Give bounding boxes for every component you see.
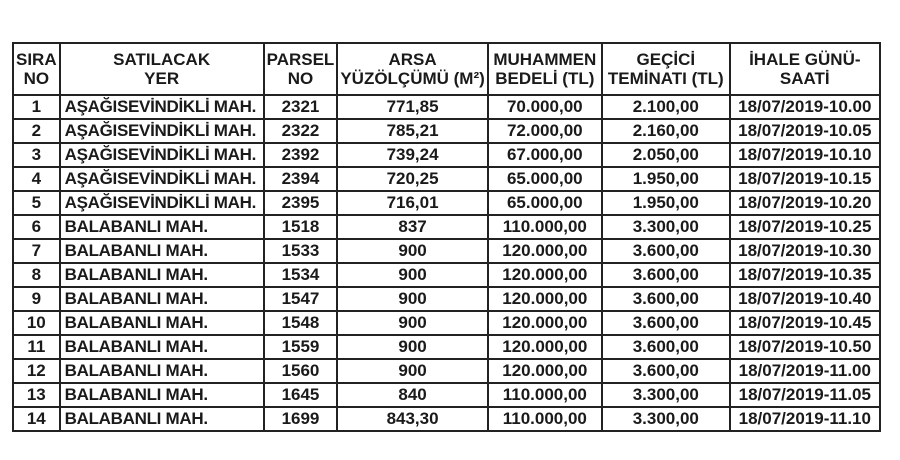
cell-parsel-no: 1645 (264, 383, 338, 407)
cell-satilacak-yer: AŞAĞISEVİNDİKLİ MAH. (60, 95, 264, 119)
cell-arsa-yuzolcumu: 837 (337, 215, 487, 239)
cell-satilacak-yer: BALABANLI MAH. (60, 287, 264, 311)
cell-gecici-teminati: 3.300,00 (602, 383, 730, 407)
cell-gecici-teminati: 1.950,00 (602, 191, 730, 215)
cell-sira-no: 8 (13, 263, 60, 287)
header-ihale-line2: SAATİ (779, 69, 830, 88)
cell-gecici-teminati: 3.300,00 (602, 407, 730, 431)
table-row (13, 95, 880, 119)
cell-sira-no: 9 (13, 287, 60, 311)
cell-sira-no: 2 (13, 119, 60, 143)
cell-gecici-teminati: 3.600,00 (602, 287, 730, 311)
cell-muhammen-bedeli: 120.000,00 (488, 263, 602, 287)
cell-satilacak-yer: AŞAĞISEVİNDİKLİ MAH. (60, 119, 264, 143)
table-row (13, 287, 880, 311)
cell-muhammen-bedeli: 120.000,00 (488, 311, 602, 335)
table-row (13, 143, 880, 167)
cell-arsa-yuzolcumu: 900 (337, 335, 487, 359)
cell-satilacak-yer: BALABANLI MAH. (60, 215, 264, 239)
cell-muhammen-bedeli: 120.000,00 (488, 335, 602, 359)
cell-arsa-yuzolcumu: 900 (337, 311, 487, 335)
cell-arsa-yuzolcumu: 900 (337, 263, 487, 287)
header-sira-no (13, 43, 60, 95)
cell-sira-no: 10 (13, 311, 60, 335)
cell-satilacak-yer: BALABANLI MAH. (60, 263, 264, 287)
cell-parsel-no: 2394 (264, 167, 338, 191)
cell-sira-no: 6 (13, 215, 60, 239)
cell-ihale-gunu-saati: 18/07/2019-10.05 (730, 119, 880, 143)
header-parsel-line2: NO (287, 69, 314, 88)
cell-parsel-no: 1547 (264, 287, 338, 311)
table-row (13, 359, 880, 383)
cell-sira-no: 4 (13, 167, 60, 191)
header-yer-line2: YER (144, 69, 180, 88)
cell-gecici-teminati: 3.600,00 (602, 311, 730, 335)
header-gecici-teminati (602, 43, 730, 95)
header-ihale-line1: İHALE GÜNÜ- (749, 50, 861, 69)
table-row (13, 335, 880, 359)
cell-gecici-teminati: 2.100,00 (602, 95, 730, 119)
cell-muhammen-bedeli: 110.000,00 (488, 407, 602, 431)
cell-parsel-no: 1533 (264, 239, 338, 263)
cell-sira-no: 3 (13, 143, 60, 167)
cell-parsel-no: 1559 (264, 335, 338, 359)
cell-muhammen-bedeli: 70.000,00 (488, 95, 602, 119)
cell-satilacak-yer: AŞAĞISEVİNDİKLİ MAH. (60, 191, 264, 215)
table-row (13, 263, 880, 287)
cell-arsa-yuzolcumu: 843,30 (337, 407, 487, 431)
header-parsel-line1: PARSEL (266, 50, 335, 69)
header-arsa-yuzolcumu (337, 43, 487, 95)
header-row (13, 43, 880, 95)
header-alan-line1: ARSA (388, 50, 437, 69)
table-row (13, 383, 880, 407)
cell-ihale-gunu-saati: 18/07/2019-10.25 (730, 215, 880, 239)
cell-muhammen-bedeli: 72.000,00 (488, 119, 602, 143)
cell-muhammen-bedeli: 110.000,00 (488, 383, 602, 407)
cell-arsa-yuzolcumu: 739,24 (337, 143, 487, 167)
cell-parsel-no: 1699 (264, 407, 338, 431)
cell-gecici-teminati: 3.600,00 (602, 239, 730, 263)
cell-parsel-no: 2321 (264, 95, 338, 119)
cell-parsel-no: 2392 (264, 143, 338, 167)
cell-ihale-gunu-saati: 18/07/2019-10.15 (730, 167, 880, 191)
cell-parsel-no: 2322 (264, 119, 338, 143)
cell-ihale-gunu-saati: 18/07/2019-10.35 (730, 263, 880, 287)
cell-muhammen-bedeli: 120.000,00 (488, 287, 602, 311)
header-bedel-line1: MUHAMMEN (493, 50, 597, 69)
cell-ihale-gunu-saati: 18/07/2019-11.00 (730, 359, 880, 383)
cell-sira-no: 1 (13, 95, 60, 119)
cell-gecici-teminati: 3.300,00 (602, 215, 730, 239)
header-teminat-line2: TEMİNATI (TL) (607, 69, 724, 88)
table-row (13, 119, 880, 143)
header-bedel-line2: BEDELİ (TL) (495, 69, 595, 88)
cell-satilacak-yer: BALABANLI MAH. (60, 311, 264, 335)
cell-arsa-yuzolcumu: 900 (337, 287, 487, 311)
header-parsel-no (264, 43, 338, 95)
cell-parsel-no: 1534 (264, 263, 338, 287)
cell-satilacak-yer: BALABANLI MAH. (60, 407, 264, 431)
cell-gecici-teminati: 3.600,00 (602, 335, 730, 359)
table-row (13, 407, 880, 431)
cell-arsa-yuzolcumu: 900 (337, 239, 487, 263)
cell-parsel-no: 1560 (264, 359, 338, 383)
table-row (13, 167, 880, 191)
header-sira-line2: NO (23, 69, 50, 88)
cell-muhammen-bedeli: 120.000,00 (488, 359, 602, 383)
header-sira-line1: SIRA (16, 50, 57, 69)
cell-gecici-teminati: 2.050,00 (602, 143, 730, 167)
cell-ihale-gunu-saati: 18/07/2019-11.05 (730, 383, 880, 407)
cell-sira-no: 7 (13, 239, 60, 263)
cell-arsa-yuzolcumu: 771,85 (337, 95, 487, 119)
cell-gecici-teminati: 3.600,00 (602, 263, 730, 287)
cell-parsel-no: 1548 (264, 311, 338, 335)
table-row (13, 191, 880, 215)
cell-ihale-gunu-saati: 18/07/2019-10.20 (730, 191, 880, 215)
cell-satilacak-yer: BALABANLI MAH. (60, 335, 264, 359)
cell-sira-no: 12 (13, 359, 60, 383)
cell-muhammen-bedeli: 65.000,00 (488, 191, 602, 215)
cell-muhammen-bedeli: 65.000,00 (488, 167, 602, 191)
header-satilacak-yer (60, 43, 264, 95)
cell-satilacak-yer: BALABANLI MAH. (60, 239, 264, 263)
cell-muhammen-bedeli: 120.000,00 (488, 239, 602, 263)
cell-satilacak-yer: BALABANLI MAH. (60, 383, 264, 407)
cell-gecici-teminati: 2.160,00 (602, 119, 730, 143)
cell-sira-no: 13 (13, 383, 60, 407)
cell-arsa-yuzolcumu: 840 (337, 383, 487, 407)
header-alan-line2: YÜZÖLÇÜMÜ (M²) (340, 69, 485, 88)
cell-parsel-no: 1518 (264, 215, 338, 239)
cell-ihale-gunu-saati: 18/07/2019-10.40 (730, 287, 880, 311)
cell-muhammen-bedeli: 67.000,00 (488, 143, 602, 167)
table-row (13, 239, 880, 263)
auction-table-container (12, 42, 881, 432)
table-row (13, 215, 880, 239)
cell-arsa-yuzolcumu: 716,01 (337, 191, 487, 215)
header-yer-line1: SATILACAK (113, 50, 211, 69)
cell-parsel-no: 2395 (264, 191, 338, 215)
header-muhammen-bedeli (488, 43, 602, 95)
cell-satilacak-yer: BALABANLI MAH. (60, 359, 264, 383)
cell-arsa-yuzolcumu: 900 (337, 359, 487, 383)
cell-gecici-teminati: 1.950,00 (602, 167, 730, 191)
cell-ihale-gunu-saati: 18/07/2019-10.00 (730, 95, 880, 119)
auction-table (12, 42, 881, 432)
header-teminat-line1: GEÇİCİ (636, 50, 696, 69)
cell-arsa-yuzolcumu: 785,21 (337, 119, 487, 143)
cell-sira-no: 5 (13, 191, 60, 215)
cell-arsa-yuzolcumu: 720,25 (337, 167, 487, 191)
cell-ihale-gunu-saati: 18/07/2019-10.45 (730, 311, 880, 335)
cell-sira-no: 14 (13, 407, 60, 431)
cell-ihale-gunu-saati: 18/07/2019-11.10 (730, 407, 880, 431)
cell-muhammen-bedeli: 110.000,00 (488, 215, 602, 239)
cell-gecici-teminati: 3.600,00 (602, 359, 730, 383)
header-ihale-gunu-saati (730, 43, 880, 95)
cell-ihale-gunu-saati: 18/07/2019-10.30 (730, 239, 880, 263)
cell-ihale-gunu-saati: 18/07/2019-10.50 (730, 335, 880, 359)
cell-satilacak-yer: AŞAĞISEVİNDİKLİ MAH. (60, 143, 264, 167)
cell-sira-no: 11 (13, 335, 60, 359)
cell-satilacak-yer: AŞAĞISEVİNDİKLİ MAH. (60, 167, 264, 191)
cell-ihale-gunu-saati: 18/07/2019-10.10 (730, 143, 880, 167)
table-row (13, 311, 880, 335)
